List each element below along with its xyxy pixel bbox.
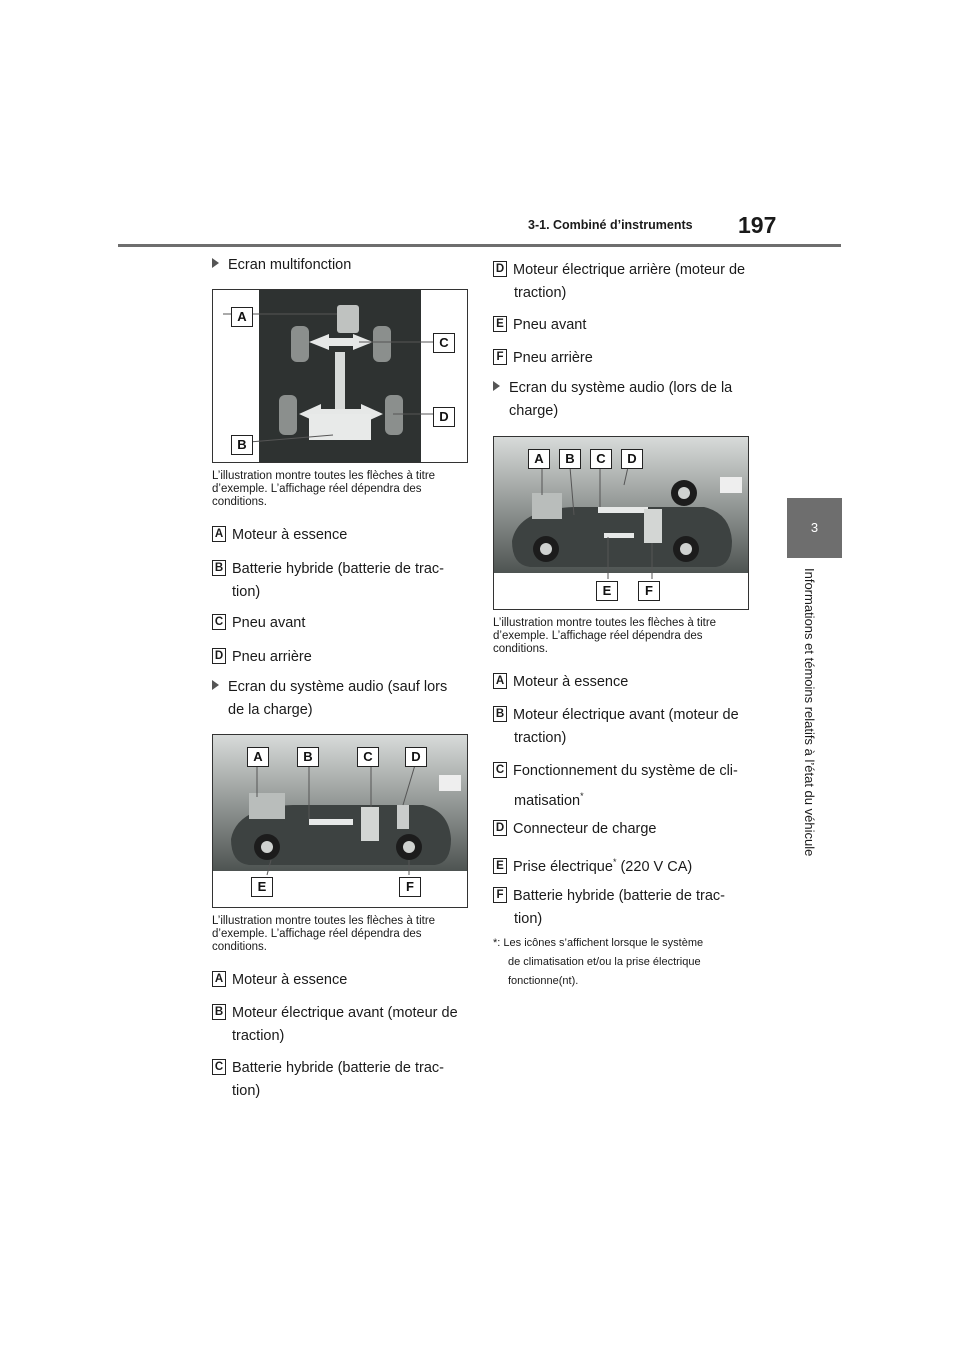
figure-label-a: A	[231, 307, 253, 327]
figure-audio-no-charge	[212, 734, 468, 908]
triangle-bullet-icon	[493, 381, 500, 391]
figure-label-b: B	[297, 747, 319, 767]
list-item-continuation: traction)	[514, 730, 567, 746]
caption-audio-charge: L’illustration montre toutes les flèches à titre d’exemple. L’affichage réel dépendra des conditions.	[493, 617, 717, 655]
list-item: B Batterie hybride (batterie de trac-	[212, 558, 444, 581]
list-item: B Moteur électrique avant (moteur de	[212, 1002, 458, 1025]
figure-label-c: C	[590, 449, 612, 469]
figure-audio-charge	[493, 436, 749, 610]
heading-audio-charge: Ecran du système audio (lors de la	[493, 377, 732, 400]
heading-audio-no-charge-line2: de la charge)	[228, 702, 313, 718]
list-item: E Pneu avant	[493, 314, 586, 337]
figure-label-c: C	[357, 747, 379, 767]
list-item-continuation: tion)	[232, 584, 261, 600]
list-item: A Moteur à essence	[212, 969, 347, 992]
triangle-bullet-icon	[212, 258, 219, 268]
figure-multifunction	[212, 289, 468, 463]
caption-audio-no-charge: L’illustration montre toutes les flèches à titre d’exemple. L’affichage réel dépendra des conditions.	[212, 915, 436, 953]
header-rule	[118, 244, 841, 247]
page-number: 197	[738, 212, 777, 238]
list-item: F Pneu arrière	[493, 347, 593, 370]
figure-label-e: E	[251, 877, 273, 897]
list-item: A Moteur à essence	[212, 524, 347, 547]
list-item-continuation: traction)	[514, 285, 567, 301]
heading-multifunction: Ecran multifonction	[212, 254, 351, 277]
list-item-continuation: matisation*	[514, 791, 584, 809]
list-item: D Pneu arrière	[212, 646, 312, 669]
list-item-continuation: tion)	[232, 1083, 261, 1099]
figure-label-a: A	[528, 449, 550, 469]
figure-label-f: F	[638, 581, 660, 601]
list-item: C Fonctionnement du système de cli-	[493, 760, 738, 783]
heading-audio-charge-line2: charge)	[509, 403, 559, 419]
list-item: D Connecteur de charge	[493, 818, 657, 841]
list-item: A Moteur à essence	[493, 671, 628, 694]
list-item-continuation: tion)	[514, 911, 543, 927]
footnote: *: Les icônes s’affichent lorsque le système de climatisation et/ou la prise électrique fonctionne(nt).	[493, 937, 704, 987]
figure-label-a: A	[247, 747, 269, 767]
figure-label-f: F	[399, 877, 421, 897]
chapter-tab: 3	[787, 498, 842, 558]
list-item: C Batterie hybride (batterie de trac-	[212, 1057, 444, 1080]
list-item: C Pneu avant	[212, 612, 305, 635]
figure-label-c: C	[433, 333, 455, 353]
figure-label-e: E	[596, 581, 618, 601]
list-item: F Batterie hybride (batterie de trac-	[493, 885, 725, 908]
heading-audio-no-charge: Ecran du système audio (sauf lors	[212, 676, 447, 699]
chapter-title: Informations et témoins relatifs à l’état du véhicule	[802, 568, 817, 857]
figure-label-d: D	[621, 449, 643, 469]
figure-label-b: B	[559, 449, 581, 469]
section-title: 3-1. Combiné d’instruments	[528, 218, 693, 232]
triangle-bullet-icon	[212, 680, 219, 690]
list-item: B Moteur électrique avant (moteur de	[493, 704, 739, 727]
list-item: E Prise électrique* (220 V CA)	[493, 851, 692, 879]
list-item: D Moteur électrique arrière (moteur de	[493, 259, 745, 282]
figure-label-b: B	[231, 435, 253, 455]
caption-multifunction: L’illustration montre toutes les flèches à titre d’exemple. L’affichage réel dépendra des conditions.	[212, 470, 436, 508]
figure-label-d: D	[433, 407, 455, 427]
figure-label-d: D	[405, 747, 427, 767]
list-item-continuation: traction)	[232, 1028, 285, 1044]
